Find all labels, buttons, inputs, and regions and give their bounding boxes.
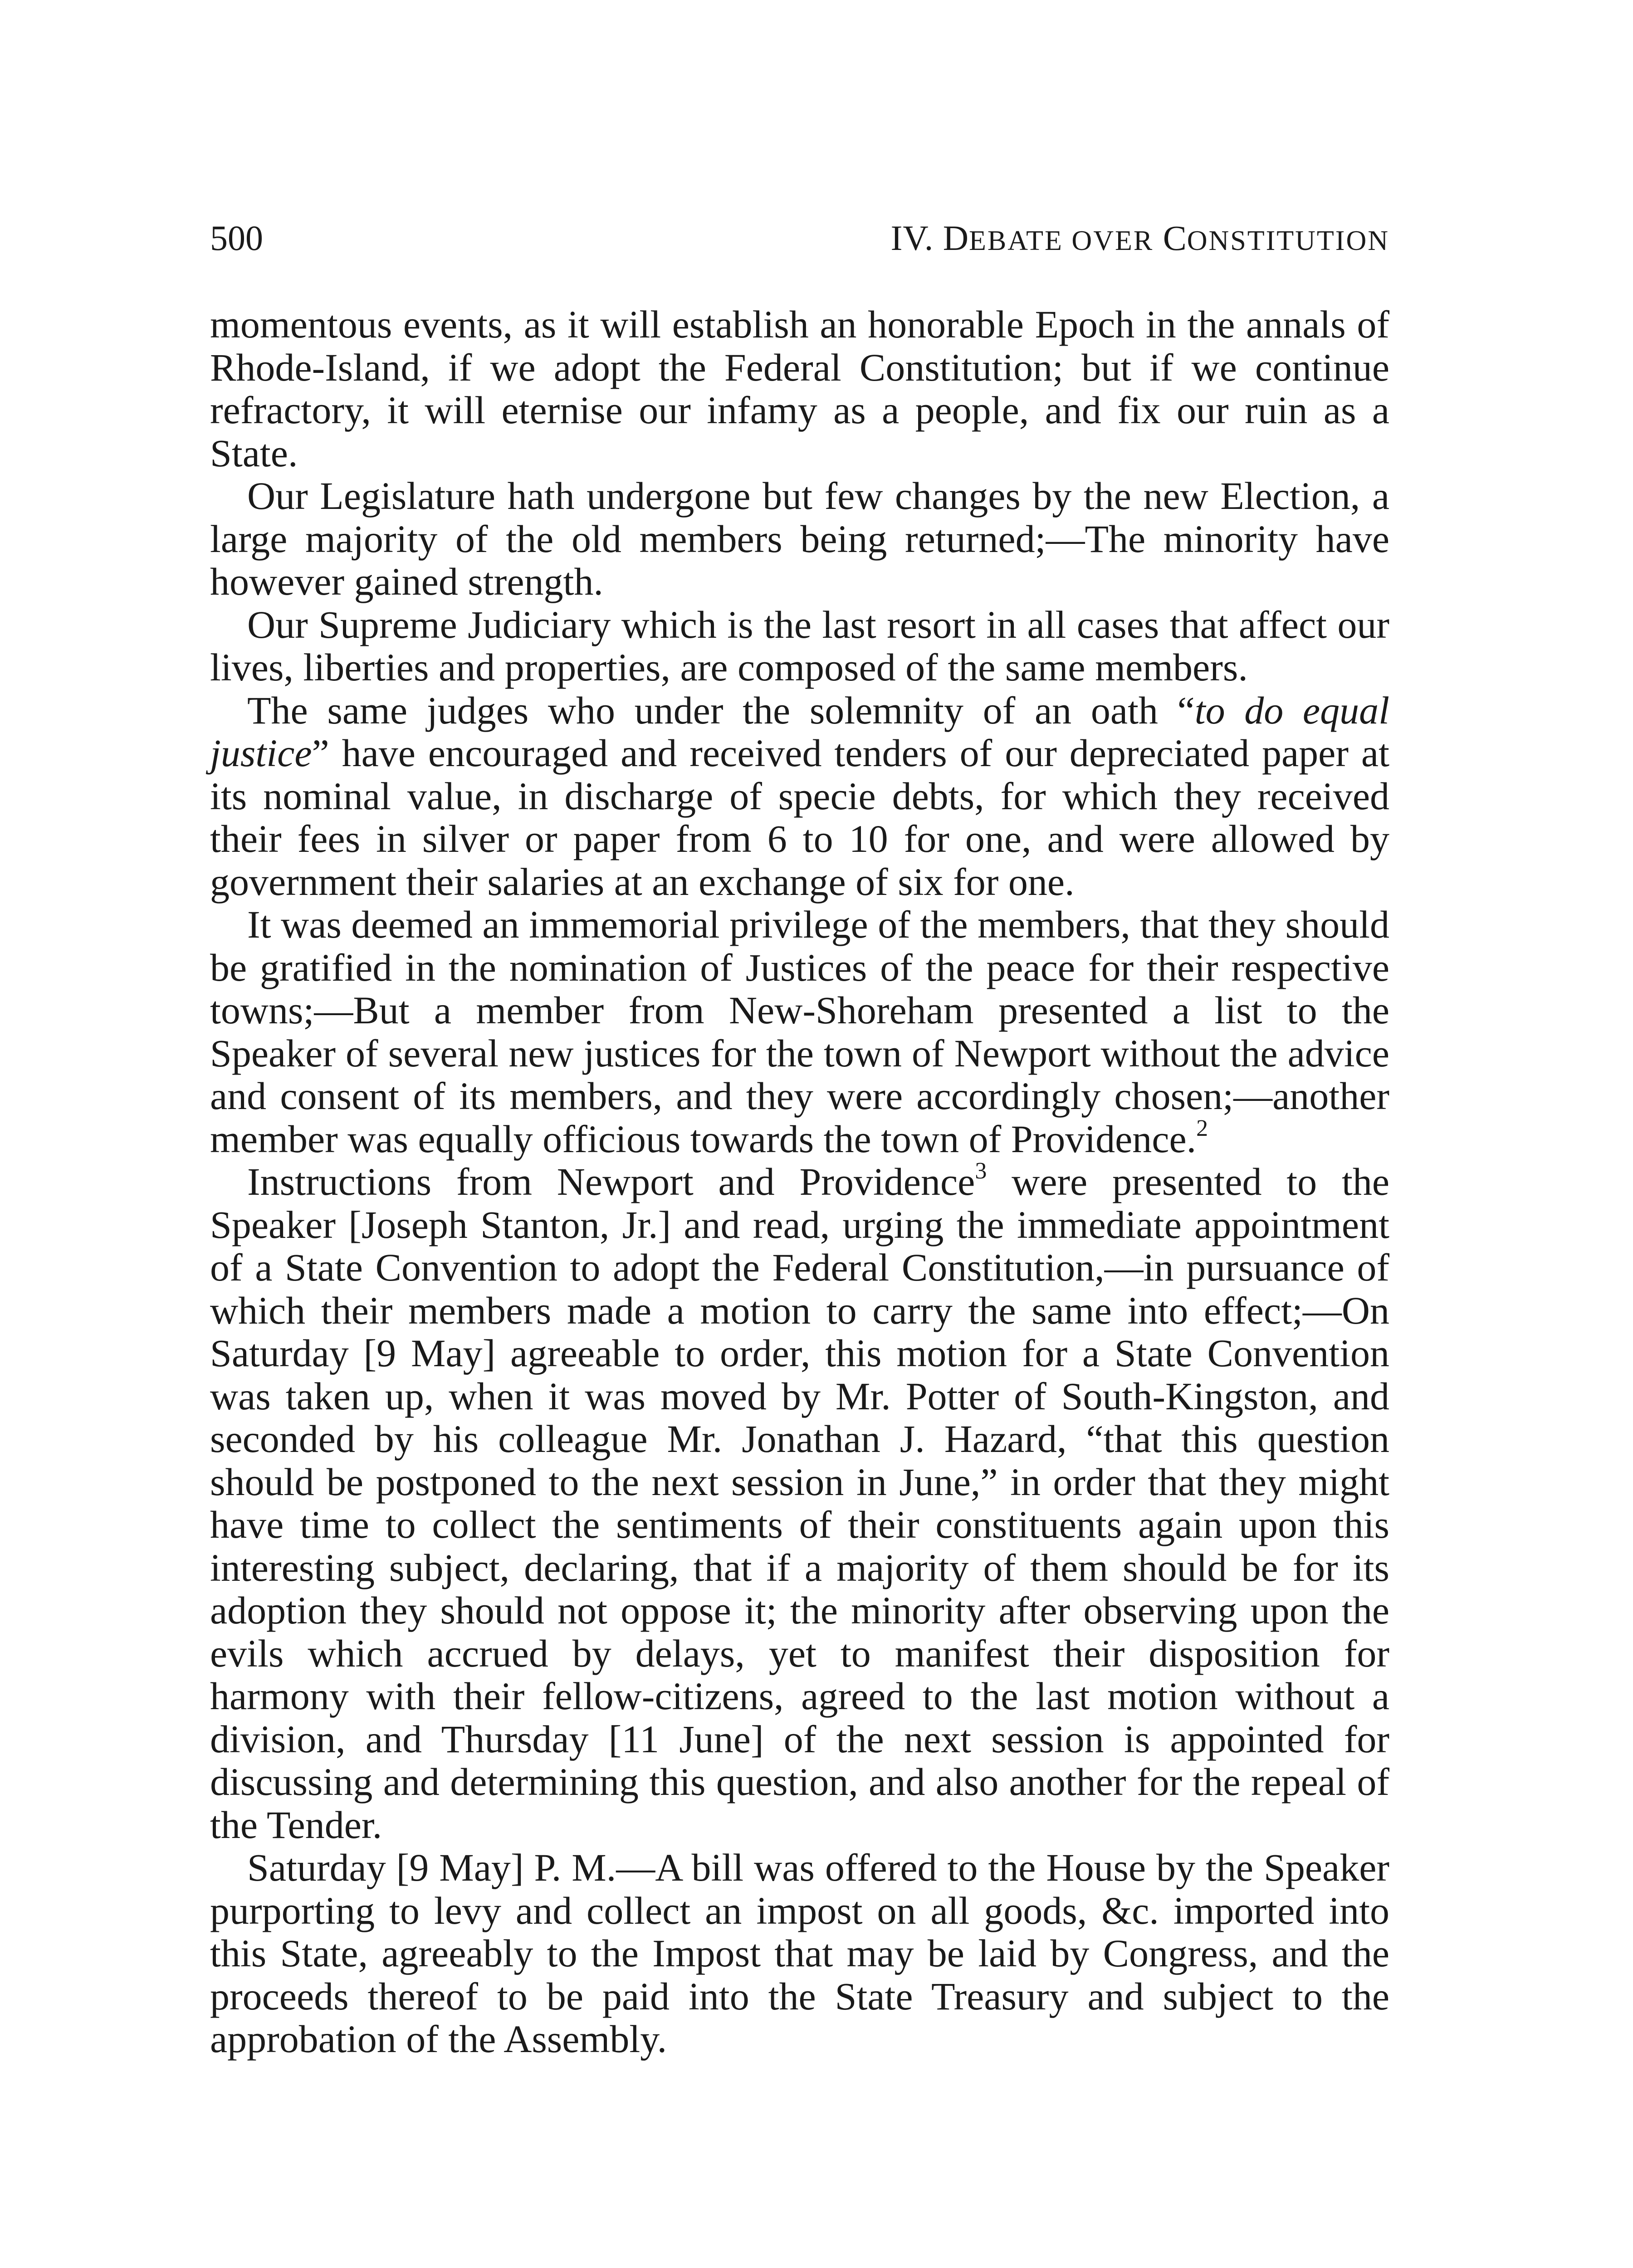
section-title-ebate-over: EBATE OVER — [969, 225, 1154, 256]
paragraph-4-text-a: The same judges who under the solemnity of an oath “ — [247, 688, 1195, 732]
paragraph-6-text-a: Instructions from Newport and Providence — [247, 1160, 975, 1203]
paragraph-1: momentous events, as it will establish an honorable Epoch in the annals of Rhode-Island, if we adopt the Federal Constitution; but if we continue refractory, it will eternise our infamy as a people, and fix our ruin as a State. — [210, 303, 1389, 475]
paragraph-5 — [210, 903, 1389, 1160]
page-number: 500 — [210, 218, 263, 258]
paragraph-5-text: It was deemed an immemorial privilege of the members, that they should be gratified in the nomination of Justices of the peace for their respective towns;—But a member from New-Shoreham presented a list to the Speaker of several new justices for the town of Newport without the advice and consent of its members, and they were accordingly chosen;—another member was equally officious towards the town of Providence. — [210, 903, 1389, 1161]
section-title-d: D — [943, 218, 969, 258]
section-title-onstitution: ONSTITUTION — [1187, 225, 1389, 256]
paragraph-7: Saturday [9 May] P. M.—A bill was offered to the House by the Speaker purporting to levy and collect an impost on all goods, &c. imported into this State, agreeably to the Impost that may be laid by Congress, and the proceeds thereof to be paid into the State Treasury and subject to the approbation of the Assembly. — [210, 1846, 1389, 2061]
body-text — [210, 303, 1389, 2061]
running-head — [210, 218, 1389, 259]
section-title-c: C — [1163, 218, 1187, 258]
paragraph-6-text-b: were presented to the Speaker [Joseph Stanton, Jr.] and read, urging the immediate appointment of a State Convention to adopt the Federal Constitution,—in pursuance of which their members made a motion to carry the same into effect;—On Saturday [9 May] agreeable to order, this motion for a State Convention was taken up, when it was moved by Mr. Potter of South-Kingston, and seconded by his colleague Mr. Jonathan J. Hazard, “that this question should be postponed to the next session in June,” in order that they might have time to collect the sentiments of their constituents again upon this interesting subject, declaring, that if a majority of them should be for its adoption they should not oppose it; the minority after observing upon the evils which accrued by delays, yet to manifest their disposition for harmony with their fellow-citizens, agreed to the last motion without a division, and Thursday [11 June] of the next session is appointed for discussing and determining this question, and also another for the repeal of the Tender. — [210, 1160, 1390, 1847]
paragraph-4-text-b: ” have encouraged and received tenders of our depreciated paper at its nominal value, in discharge of specie debts, for which they received their fees in silver or paper from 6 to 10 for one, and were allowed by government their salaries at an exchange of six for one. — [210, 731, 1389, 904]
paragraph-4 — [210, 689, 1389, 904]
footnote-ref-2: 2 — [1196, 1115, 1208, 1141]
footnote-ref-3: 3 — [975, 1158, 987, 1184]
paragraph-3: Our Supreme Judiciary which is the last resort in all cases that affect our lives, liberties and properties, are composed of the same members. — [210, 602, 1389, 689]
section-title — [890, 218, 1389, 261]
paragraph-2: Our Legislature hath undergone but few changes by the new Election, a large majority of the old members being returned;—The minority have however gained strength. — [210, 474, 1389, 603]
paragraph-6 — [210, 1160, 1389, 1846]
section-roman: IV. — [890, 218, 934, 258]
paragraph-4-italic: to do equal justice — [210, 688, 1389, 775]
